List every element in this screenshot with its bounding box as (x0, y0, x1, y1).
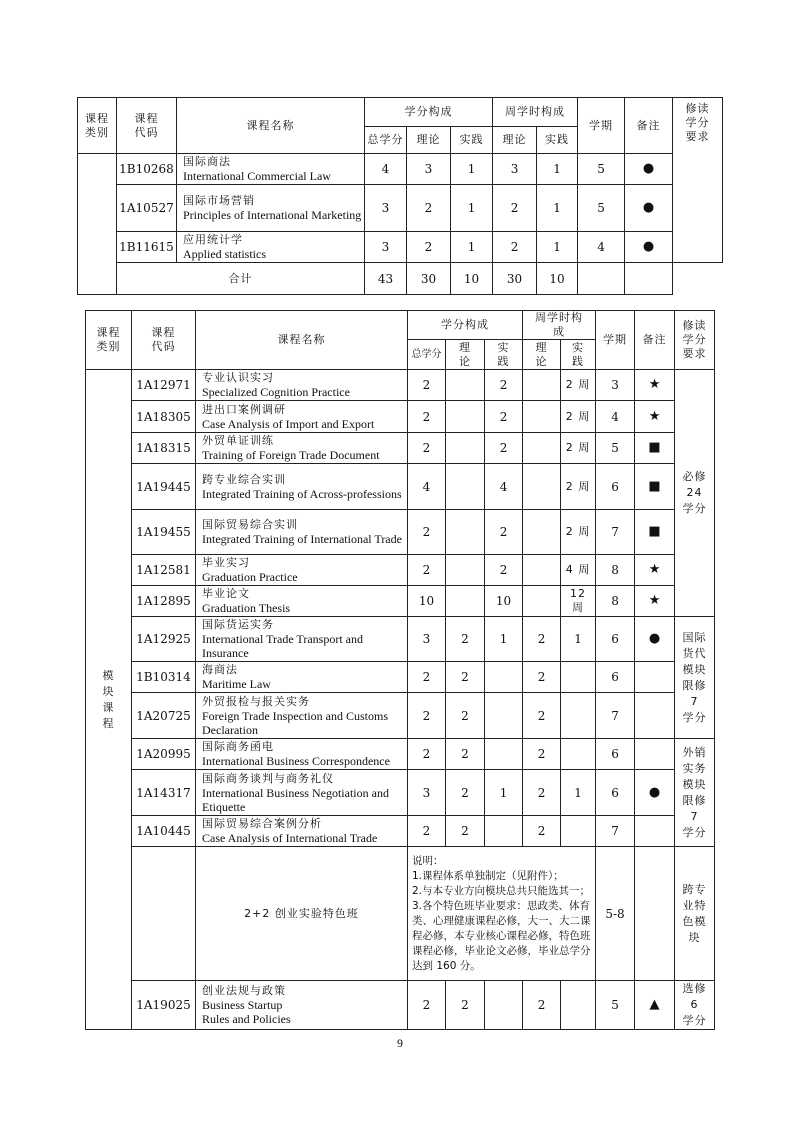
course-name-en: International Trade Transport and Insurance (202, 632, 363, 660)
credit-practice (485, 739, 523, 770)
course-code: 1A20725 (132, 693, 196, 739)
special-class-semester: 5-8 (596, 847, 635, 981)
credit-practice (485, 662, 523, 693)
course-code: 1A18315 (132, 433, 196, 464)
hours-practice: 1 (537, 185, 578, 232)
course-name (196, 555, 408, 586)
table-row (78, 232, 723, 263)
table-row (86, 693, 715, 739)
remark-mark (635, 739, 675, 770)
remark-mark (635, 816, 675, 847)
semester: 4 (578, 232, 625, 263)
table-row (86, 586, 715, 617)
credit-theory (446, 586, 485, 617)
table-row (86, 433, 715, 464)
credit-total: 3 (365, 185, 407, 232)
course-name-en: International Business Negotiation and Etiquette (202, 785, 389, 814)
credit-theory: 2 (446, 739, 485, 770)
header-credit-total: 总学分 (365, 127, 407, 154)
credit-total: 2 (408, 693, 446, 739)
course-name-zh: 国际商务谈判与商务礼仪 (202, 771, 334, 785)
course-name (196, 370, 408, 401)
header-credit-group: 学分构成 (408, 311, 523, 340)
course-code: 1A12971 (132, 370, 196, 401)
course-name-zh: 国际货运实务 (202, 618, 274, 631)
course-name (196, 662, 408, 693)
credit-theory (446, 555, 485, 586)
course-code: 1A14317 (132, 770, 196, 816)
semester: 5 (596, 433, 635, 464)
course-name-zh: 跨专业综合实训 (202, 472, 286, 486)
course-name-en: Applied statistics (183, 247, 266, 261)
category-module-courses: 模 块 课 程 (86, 370, 132, 1030)
hours-practice (561, 693, 596, 739)
course-name (196, 981, 408, 1030)
credit-total: 3 (408, 617, 446, 662)
credit-theory: 2 (446, 662, 485, 693)
special-class-remark (635, 847, 675, 981)
course-name-en: Integrated Training of Across-professions (202, 486, 402, 501)
header-credit-theory: 理论 (407, 127, 451, 154)
requirement-special-class: 跨专 业特 色模 块 (675, 847, 715, 981)
course-name (196, 464, 408, 510)
course-name-zh: 进出口案例调研 (202, 402, 286, 416)
course-name-zh: 专业认识实习 (202, 371, 274, 384)
header-semester: 学期 (596, 311, 635, 370)
semester: 3 (596, 370, 635, 401)
course-name-en: Graduation Practice (202, 570, 298, 584)
course-name-zh: 创业法规与政策 (202, 984, 286, 997)
course-name-en: Foreign Trade Inspection and Customs Declaration (202, 708, 388, 737)
credit-theory: 2 (446, 617, 485, 662)
total-hours-theory: 30 (493, 263, 537, 295)
hours-theory: 2 (523, 662, 561, 693)
credit-theory: 2 (407, 232, 451, 263)
total-label: 合计 (117, 263, 365, 295)
credit-theory (446, 464, 485, 510)
hours-theory: 2 (493, 232, 537, 263)
remark-mark: ■ (635, 433, 675, 464)
course-name-en: Integrated Training of International Trade (202, 532, 402, 546)
hours-practice (561, 816, 596, 847)
credit-total: 2 (408, 370, 446, 401)
total-credit-practice: 10 (451, 263, 493, 295)
credit-practice: 2 (485, 433, 523, 464)
course-name (177, 185, 365, 232)
remark-mark (635, 693, 675, 739)
hours-practice (561, 739, 596, 770)
course-code: 1A19025 (132, 981, 196, 1030)
header-remark: 备注 (635, 311, 675, 370)
hours-practice: 4 周 (561, 555, 596, 586)
course-code: 1A12895 (132, 586, 196, 617)
credit-theory (446, 433, 485, 464)
hours-theory (523, 433, 561, 464)
course-name-en: Case Analysis of Import and Export (202, 416, 375, 431)
credit-practice (485, 816, 523, 847)
table-row (86, 510, 715, 555)
credit-practice (485, 981, 523, 1030)
credit-practice: 2 (485, 370, 523, 401)
course-code: 1A10445 (132, 816, 196, 847)
semester: 5 (596, 981, 635, 1030)
credit-practice: 1 (451, 154, 493, 185)
total-credit: 43 (365, 263, 407, 295)
header-credit-practice: 实践 (451, 127, 493, 154)
header-required-credits: 修读 学分 要求 (675, 311, 715, 370)
hours-practice: 1 (561, 770, 596, 816)
semester: 7 (596, 816, 635, 847)
course-name (196, 586, 408, 617)
credit-total: 3 (365, 232, 407, 263)
header-hours-group: 周学时构 成 (523, 311, 596, 340)
hours-theory (523, 586, 561, 617)
credit-practice: 2 (485, 555, 523, 586)
semester: 6 (596, 770, 635, 816)
requirement-freight-module: 国际 货代 模块 限修 7 学分 (675, 617, 715, 739)
course-name-en: Maritime Law (202, 677, 271, 691)
semester: 6 (596, 617, 635, 662)
course-code: 1A19445 (132, 464, 196, 510)
hours-theory: 2 (523, 617, 561, 662)
course-code: 1A10527 (117, 185, 177, 232)
credit-total: 2 (408, 433, 446, 464)
remark-mark: ■ (635, 464, 675, 510)
course-name-en: Principles of International Marketing (183, 208, 362, 222)
total-semester (578, 263, 625, 295)
credit-practice: 1 (485, 770, 523, 816)
hours-theory: 3 (493, 154, 537, 185)
credit-total: 4 (408, 464, 446, 510)
course-code: 1A20995 (132, 739, 196, 770)
course-name-zh: 外贸单证训练 (202, 434, 274, 447)
credit-total: 2 (408, 981, 446, 1030)
remark-mark: ● (625, 154, 673, 185)
total-hours-practice: 10 (537, 263, 578, 295)
hours-practice: 2 周 (561, 370, 596, 401)
credit-practice: 4 (485, 464, 523, 510)
hours-practice: 2 周 (561, 464, 596, 510)
hours-practice (561, 981, 596, 1030)
credit-theory (446, 370, 485, 401)
credit-practice: 1 (485, 617, 523, 662)
hours-theory: 2 (523, 739, 561, 770)
header-credit-practice: 实 践 (485, 340, 523, 370)
hours-theory: 2 (523, 816, 561, 847)
category-cell (78, 154, 117, 295)
course-name-zh: 国际商法 (183, 155, 231, 168)
remark-mark: ▲ (635, 981, 675, 1030)
semester: 6 (596, 739, 635, 770)
credit-theory: 2 (446, 816, 485, 847)
course-name-zh: 国际商务函电 (202, 740, 274, 753)
hours-practice: 1 (537, 154, 578, 185)
course-code: 1A19455 (132, 510, 196, 555)
header-hours-theory: 理 论 (523, 340, 561, 370)
course-name-en: Training of Foreign Trade Document (202, 448, 380, 462)
hours-practice: 1 (537, 232, 578, 263)
header-course-name: 课程名称 (177, 98, 365, 154)
header-remark: 备注 (625, 98, 673, 154)
course-name (196, 433, 408, 464)
remark-mark: ● (625, 232, 673, 263)
hours-theory (523, 401, 561, 433)
course-name (196, 816, 408, 847)
table-row (86, 401, 715, 433)
remark-mark: ★ (635, 370, 675, 401)
hours-practice: 2 周 (561, 510, 596, 555)
total-remark (625, 263, 673, 295)
credit-practice: 10 (485, 586, 523, 617)
course-name (177, 154, 365, 185)
course-table-top (77, 97, 723, 295)
course-name-zh: 国际贸易综合实训 (202, 518, 298, 531)
course-code: 1A12581 (132, 555, 196, 586)
course-name-zh: 国际贸易综合案例分析 (202, 817, 322, 830)
course-name (196, 770, 408, 816)
header-required-credits: 修读 学分 要求 (673, 98, 723, 263)
total-credit-theory: 30 (407, 263, 451, 295)
remark-mark (635, 662, 675, 693)
course-name-zh: 毕业论文 (202, 587, 250, 600)
header-semester: 学期 (578, 98, 625, 154)
semester: 8 (596, 555, 635, 586)
table-row (86, 770, 715, 816)
table-row (86, 370, 715, 401)
total-row (78, 263, 723, 295)
hours-theory: 2 (493, 185, 537, 232)
table-row (86, 981, 715, 1030)
semester: 6 (596, 464, 635, 510)
semester: 5 (578, 154, 625, 185)
semester: 5 (578, 185, 625, 232)
course-name (196, 617, 408, 662)
credit-theory: 2 (407, 185, 451, 232)
course-table-module (85, 310, 715, 1030)
remark-mark: ★ (635, 586, 675, 617)
hours-practice: 1 (561, 617, 596, 662)
remark-mark: ● (625, 185, 673, 232)
course-name-zh: 毕业实习 (202, 556, 250, 569)
credit-total: 2 (408, 739, 446, 770)
course-name (196, 739, 408, 770)
course-name-zh: 国际市场营销 (183, 194, 255, 207)
table-row (78, 185, 723, 232)
credit-practice: 2 (485, 510, 523, 555)
special-class-code (132, 847, 196, 981)
table-row (78, 154, 723, 185)
course-name-en: Graduation Thesis (202, 601, 291, 615)
header-hours-theory: 理论 (493, 127, 537, 154)
credit-total: 4 (365, 154, 407, 185)
hours-theory (523, 510, 561, 555)
remark-mark: ■ (635, 510, 675, 555)
course-name-en: Business Startup Rules and Policies (202, 998, 291, 1026)
course-name (196, 510, 408, 555)
credit-theory (446, 401, 485, 433)
course-name-en: Specialized Cognition Practice (202, 385, 350, 399)
requirement-elective: 选修 6 学分 (675, 981, 715, 1030)
hours-practice: 2 周 (561, 401, 596, 433)
remark-mark: ● (635, 770, 675, 816)
remark-mark: ★ (635, 401, 675, 433)
header-hours-practice: 实 践 (561, 340, 596, 370)
table-row (86, 555, 715, 586)
table-row (86, 739, 715, 770)
remark-mark: ● (635, 617, 675, 662)
table-row (86, 617, 715, 662)
hours-practice: 2 周 (561, 433, 596, 464)
requirement-compulsory: 必修 24 学分 (675, 370, 715, 617)
remark-mark: ★ (635, 555, 675, 586)
credit-total: 2 (408, 555, 446, 586)
course-name-en: Case Analysis of International Trade (202, 831, 378, 845)
credit-total: 2 (408, 510, 446, 555)
requirement-sales-module: 外销 实务 模块 限修 7 学分 (675, 739, 715, 847)
header-category: 课程 类别 (86, 311, 132, 370)
hours-theory (523, 370, 561, 401)
header-credit-group: 学分构成 (365, 98, 493, 127)
credit-theory (446, 510, 485, 555)
course-code: 1B10268 (117, 154, 177, 185)
credit-total: 2 (408, 816, 446, 847)
course-name-zh: 应用统计学 (183, 233, 243, 246)
credit-total: 3 (408, 770, 446, 816)
semester: 8 (596, 586, 635, 617)
credit-theory: 2 (446, 981, 485, 1030)
special-class-name: 2+2 创业实验特色班 (196, 847, 408, 981)
header-hours-group: 周学时构成 (493, 98, 578, 127)
header-course-name: 课程名称 (196, 311, 408, 370)
hours-theory (523, 555, 561, 586)
header-category: 课程 类别 (78, 98, 117, 154)
semester: 7 (596, 510, 635, 555)
credit-total: 2 (408, 401, 446, 433)
course-name-zh: 外贸报检与报关实务 (202, 694, 310, 708)
table-row (86, 662, 715, 693)
credit-practice: 1 (451, 232, 493, 263)
credit-practice: 2 (485, 401, 523, 433)
credit-total: 2 (408, 662, 446, 693)
hours-theory: 2 (523, 770, 561, 816)
semester: 7 (596, 693, 635, 739)
semester: 6 (596, 662, 635, 693)
course-code: 1B11615 (117, 232, 177, 263)
credit-theory: 2 (446, 770, 485, 816)
semester: 4 (596, 401, 635, 433)
course-name-zh: 海商法 (202, 663, 238, 676)
header-code: 课程 代码 (132, 311, 196, 370)
course-code: 1B10314 (132, 662, 196, 693)
credit-theory: 2 (446, 693, 485, 739)
credit-practice: 1 (451, 185, 493, 232)
header-credit-theory: 理 论 (446, 340, 485, 370)
header-hours-practice: 实践 (537, 127, 578, 154)
course-name (196, 401, 408, 433)
course-code: 1A12925 (132, 617, 196, 662)
credit-theory: 3 (407, 154, 451, 185)
credit-total: 10 (408, 586, 446, 617)
hours-practice: 12 周 (561, 586, 596, 617)
hours-theory: 2 (523, 693, 561, 739)
header-code: 课程 代码 (117, 98, 177, 154)
special-class-note: 说明： 1.课程体系单独制定（见附件）； 2.与本专业方向模块总共只能选其一； 3.各个特色班毕业要求：思政类、体育类、心理健康课程必修，大一、大二课程必修，本专业核心课程必修，特色班课程必修，毕业论文必修，毕业总学分达到 160 分。 (408, 847, 596, 981)
course-name-en: International Business Correspondence (202, 754, 390, 768)
table-row (86, 464, 715, 510)
course-name (177, 232, 365, 263)
hours-theory: 2 (523, 981, 561, 1030)
table-row (86, 816, 715, 847)
credit-practice (485, 693, 523, 739)
hours-theory (523, 464, 561, 510)
hours-practice (561, 662, 596, 693)
special-class-row (86, 847, 715, 981)
header-credit-total: 总学分 (408, 340, 446, 370)
page-number: 9 (397, 1036, 403, 1050)
course-code: 1A18305 (132, 401, 196, 433)
course-name (196, 693, 408, 739)
course-name-en: International Commercial Law (183, 169, 331, 183)
